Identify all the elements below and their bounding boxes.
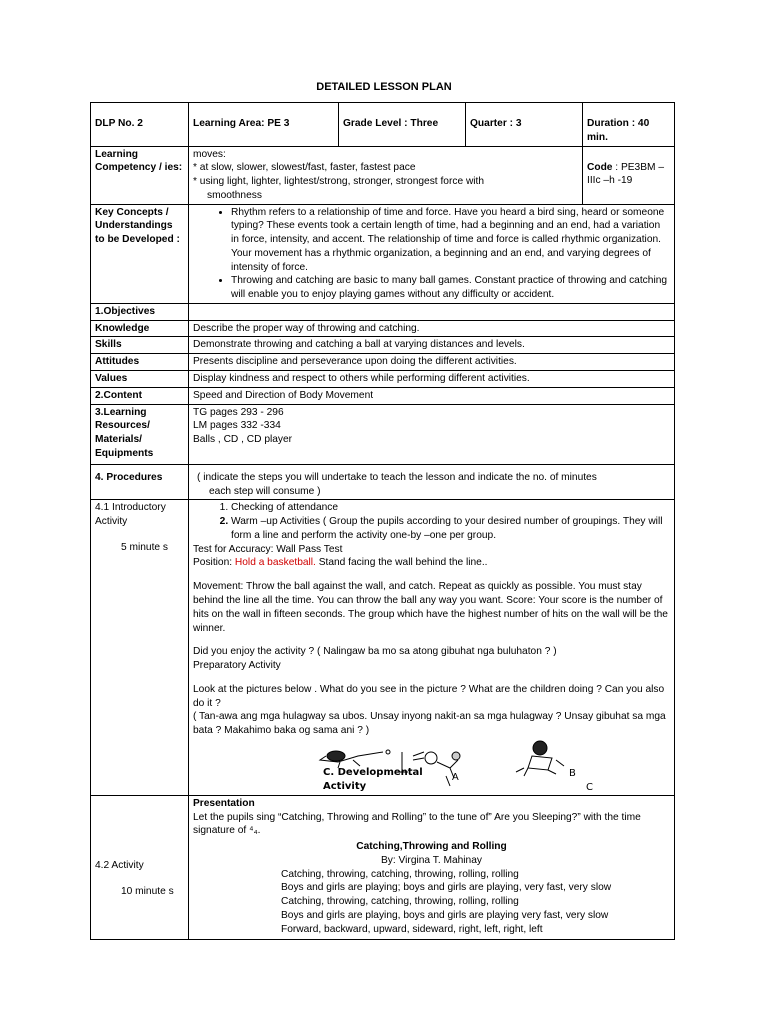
values-row (91, 371, 675, 388)
resource-line: LM pages 332 -334 (193, 420, 281, 432)
resources-value (189, 404, 675, 464)
competency-line: smoothness (207, 189, 262, 201)
resources-row (91, 404, 675, 464)
preparatory-label: Preparatory Activity (193, 660, 281, 672)
key-concepts-label: Key Concepts / Understandings to be Developed : (91, 204, 189, 303)
position-rest: Stand facing the wall behind the line.. (315, 557, 488, 569)
key-concepts-text (189, 204, 675, 303)
competency-row (91, 146, 675, 204)
activity-label: 4.2 Activity (95, 859, 144, 871)
competency-text (189, 146, 583, 204)
page-title: DETAILED LESSON PLAN (316, 81, 452, 93)
code-value: : PE3BM –IIIc –h -19 (587, 161, 664, 187)
pic-a-label: A (452, 771, 459, 783)
procedures-label: 4. Procedures (91, 464, 189, 500)
song-line: Boys and girls are playing; boys and girls are playing, very fast, very slow (281, 882, 612, 894)
activity-body (189, 795, 675, 939)
song-line: Forward, backward, upward, sideward, right, left, right, left (281, 923, 543, 935)
duration: Duration : 40 min. (583, 103, 675, 147)
competency-line: moves: (193, 148, 226, 160)
values-label: Values (91, 371, 189, 388)
attitudes-value: Presents discipline and perseverance upon doing the different activities. (189, 354, 675, 371)
intro-row (91, 500, 675, 795)
movement-text: Movement: Throw the ball against the wall, and catch. Repeat as quickly as possible. You must stay behind the line all the time. You can throw the ball any way you want. Score: Your score is the number of hits on the wall in fifteen seconds. The group which have the highest number of hits on the wall will be the winner. (193, 581, 668, 634)
knowledge-row (91, 320, 675, 337)
competency-label: Learning Competency / ies: (91, 146, 189, 204)
song-line: Catching, throwing, catching, throwing, rolling, rolling (281, 896, 519, 908)
intro-step: Warm –up Activities ( Group the pupils according to your desired number of groupings. They will form a line and perform the activity one-by –one per group. (231, 516, 663, 541)
learning-area: Learning Area: PE 3 (189, 103, 339, 147)
concept-item: • Throwing and catching are basic to many ball games. Constant practice of throwing and catching will enable you to enjoy playing games without any difficulty or accident. (231, 274, 670, 302)
presentation-text: Let the pupils sing “Catching, Throwing and Rolling” to the tune of” Are you Sleeping?” with the time signature of ⁴₄. (193, 811, 641, 837)
song-line: Boys and girls are playing, boys and girls are playing very fast, very slow (281, 909, 609, 921)
developmental-activity-label: C. Developmental Activity (323, 766, 423, 792)
content-label: 2.Content (91, 387, 189, 404)
dlp-number: DLP No. 2 (91, 103, 189, 147)
procedures-row (91, 464, 675, 500)
activity-minutes: 10 minute s (121, 885, 174, 897)
attitudes-label: Attitudes (91, 354, 189, 371)
content-row (91, 387, 675, 404)
competency-line: * at slow, slower, slowest/fast, faster, fastest pace (193, 162, 416, 174)
objectives-label: 1.Objectives (91, 303, 189, 320)
pictures-area (193, 738, 670, 794)
quarter: Quarter : 3 (466, 103, 583, 147)
test-line: Test for Accuracy: Wall Pass Test (193, 543, 343, 555)
competency-line: * using light, lighter, lightest/strong, stronger, strongest force with (193, 176, 485, 188)
activity-row (91, 795, 675, 939)
pic-c-label: C (586, 781, 593, 793)
concept-item: • Rhythm refers to a relationship of time and force. Have you heard a bird sing, heard or someone typing? These events took a certain length of time, had a beginning and an end, had a variation in force, intensity, and accent. The relationship of time and force is called rhythmic organization. Your movement has a rhythmic organization, a beginning and an end, and varying degrees of intensity of force. (231, 206, 670, 275)
look-question: Look at the pictures below . What do you see in the picture ? What are the children doing ? Can you also do it ? (193, 683, 665, 709)
key-concepts-row (91, 204, 675, 303)
intro-minutes: 5 minute s (121, 541, 168, 553)
children-playing-illustration (188, 738, 768, 794)
position-label: Position: (193, 557, 235, 569)
grade-level: Grade Level : Three (339, 103, 466, 147)
resource-line: TG pages 293 - 296 (193, 406, 284, 418)
intro-label-cell (91, 500, 189, 795)
position-line (193, 556, 670, 570)
resource-line: Balls , CD , CD player (193, 434, 293, 446)
knowledge-value: Describe the proper way of throwing and catching. (189, 320, 675, 337)
skills-label: Skills (91, 337, 189, 354)
skills-row (91, 337, 675, 354)
song-author: By: Virgina T. Mahinay (381, 854, 482, 866)
objectives-row (91, 303, 675, 320)
lesson-plan-table (90, 102, 675, 940)
header-row (91, 103, 675, 147)
intro-step: 1. Checking of attendance (231, 501, 670, 515)
values-value: Display kindness and respect to others while performing different activities. (189, 371, 675, 388)
content-value: Speed and Direction of Body Movement (189, 387, 675, 404)
attitudes-row (91, 354, 675, 371)
pic-b-label: B (569, 767, 576, 779)
resources-label: 3.Learning Resources/ Materials/ Equipments (91, 404, 189, 464)
presentation-label: Presentation (193, 797, 255, 809)
intro-body (189, 500, 675, 795)
song-title: Catching,Throwing and Rolling (356, 841, 507, 853)
code-label: Code (587, 161, 613, 173)
activity-label-cell (91, 795, 189, 939)
picture-c (516, 741, 564, 776)
tanawa-question: ( Tan-awa ang mga hulagway sa ubos. Unsay inyong nakit-an sa mga hulagway ? Unsay gibuhat sa mga bata ? Makahimo baka og sama ani ? ) (193, 711, 666, 737)
enjoy-question: Did you enjoy the activity ? ( Nalingaw ba mo sa atong gibuhat nga buluhaton ? ) (193, 646, 557, 658)
song-line: Catching, throwing, catching, throwing, rolling, rolling (281, 868, 519, 880)
procedures-value: ( indicate the steps you will undertake to teach the lesson and indicate the no. of minutes each step will consume ) (189, 464, 675, 500)
position-highlight: Hold a basketball. (234, 557, 316, 569)
skills-value: Demonstrate throwing and catching a ball at varying distances and levels. (189, 337, 675, 354)
competency-code (583, 146, 675, 204)
knowledge-label: Knowledge (91, 320, 189, 337)
intro-label: 4.1 Introductory Activity (95, 502, 166, 528)
